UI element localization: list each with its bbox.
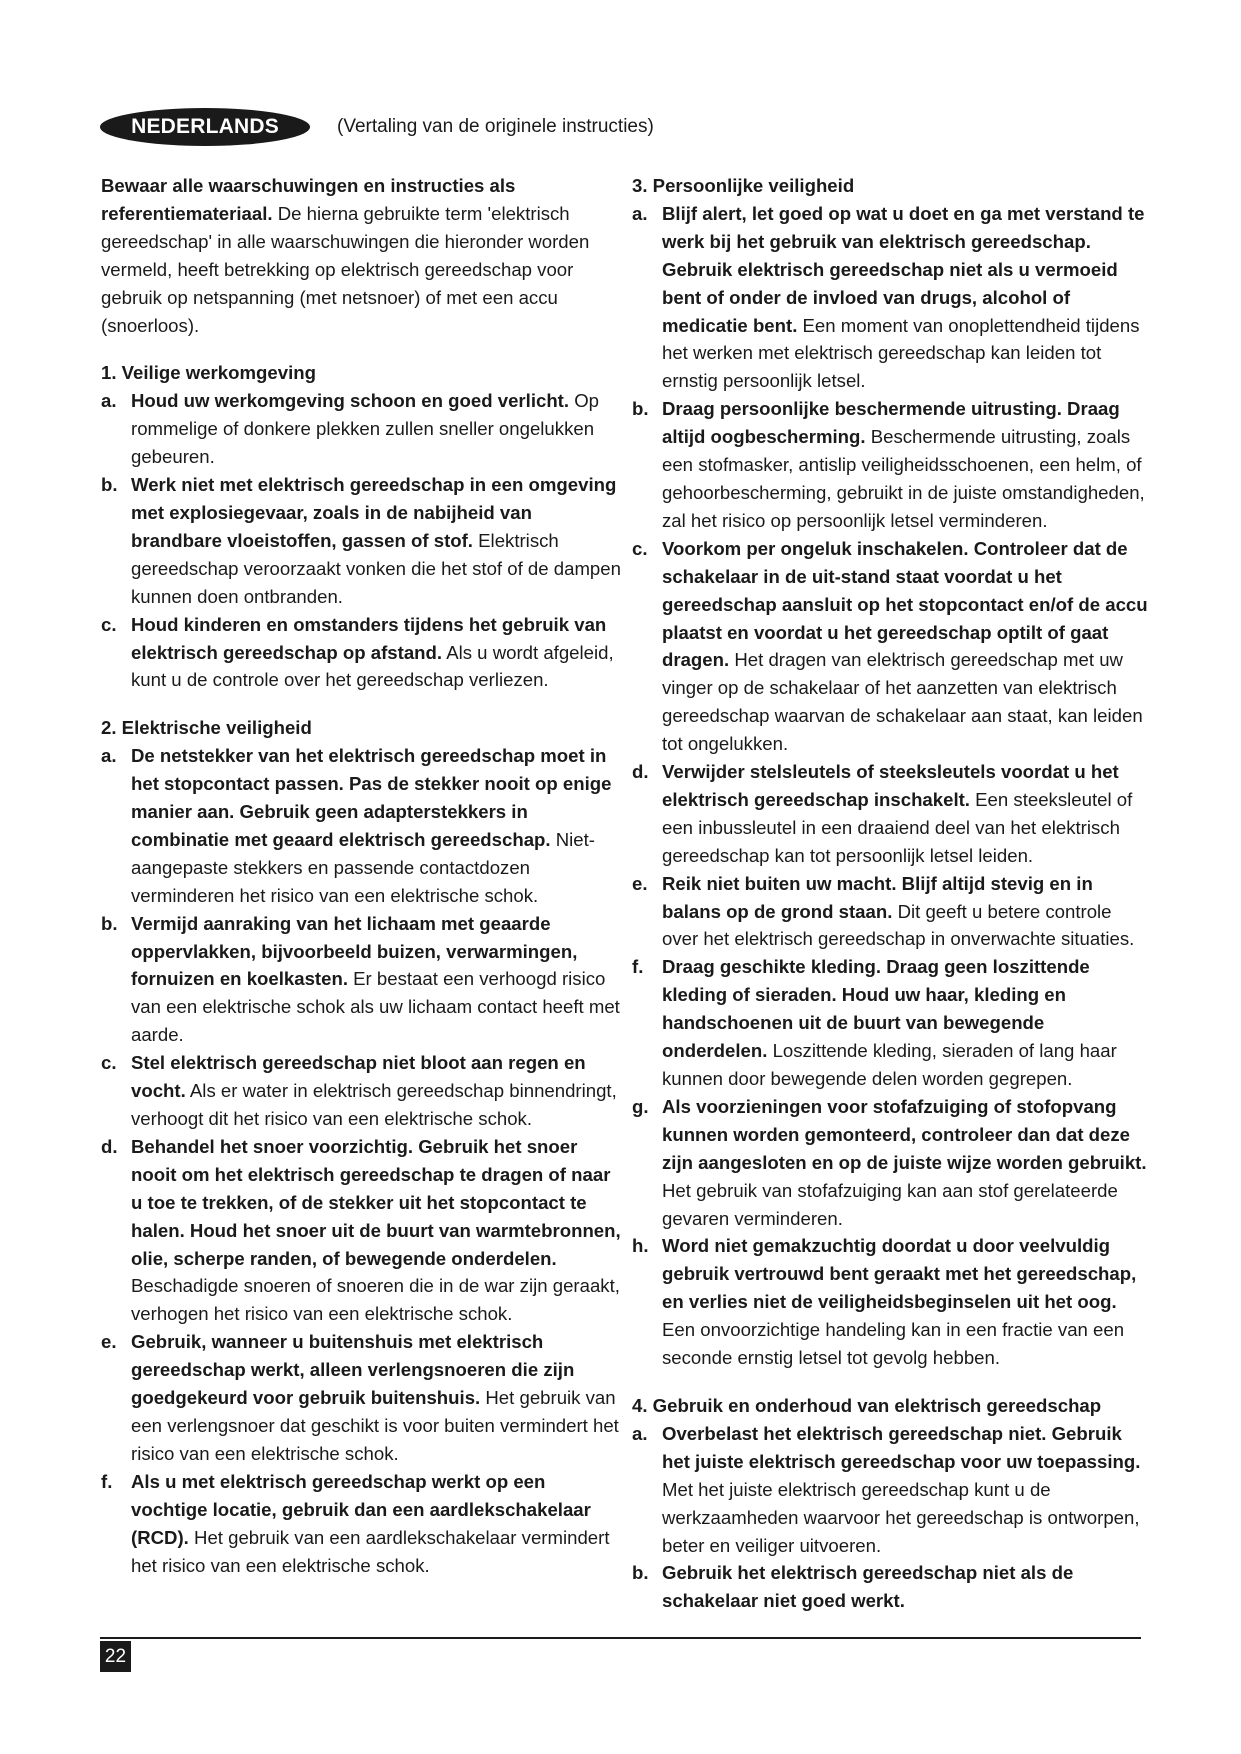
item-letter: g. (632, 1095, 649, 1117)
header-subtitle: (Vertaling van de originele instructies) (337, 116, 654, 137)
list-item (101, 1133, 621, 1328)
item-letter: c. (101, 1052, 117, 1074)
list-item (101, 1468, 621, 1580)
item-bold: Draag persoonlijke beschermende uitrusting. Draag altijd oogbescherming. (662, 398, 1120, 448)
item-bold: Voorkom per ongeluk inschakelen. Controleer dat de schakelaar in de uit-stand staat voordat u het gereedschap aansluit op het stopcontact en/of de accu plaatst en voordat u het gereedschap optilt of gaat dragen. (662, 537, 1148, 671)
item-letter: a. (101, 745, 117, 767)
item-bold: Werk niet met elektrisch gereedschap in een omgeving met explosiegevaar, zoals in de nabijheid van brandbare vloeistoffen, gassen of stof. (131, 474, 617, 551)
item-text: Met het juiste elektrisch gereedschap kunt u de werkzaamheden waarvoor het gereedschap is ontworpen, beter en veiliger uitvoeren. (662, 1478, 1140, 1556)
left-column (101, 172, 621, 1579)
item-bold: Gebruik, wanneer u buitenshuis met elektrisch gereedschap werkt, alleen verlengsnoeren die zijn goedgekeurd voor gebruik buitenshuis. (131, 1331, 575, 1409)
list-item (101, 471, 621, 611)
list-item (632, 395, 1152, 535)
section-title: 3. Persoonlijke veiligheid (632, 175, 855, 196)
footer-divider (100, 1637, 1141, 1639)
item-text: Beschadigde snoeren of snoeren die in de war zijn geraakt, verhogen het risico van een elektrische schok. (131, 1275, 620, 1325)
list-item (632, 870, 1152, 954)
item-text: Een moment van onoplettendheid tijdens het werken met elektrisch gereedschap kan leiden tot ernstig persoonlijk letsel. (662, 314, 1140, 392)
item-text: Het dragen van elektrisch gereedschap met uw vinger op de schakelaar of het aanzetten van elektrisch gereedschap waarvan de schakelaar aan staat, kan leiden tot ongelukken. (662, 649, 1143, 755)
intro-text: De hierna gebruikte term 'elektrisch gereedschap' in alle waarschuwingen die hieronder worden vermeld, heeft betrekking op elektrisch gereedschap voor gebruik op netspanning (met netsnoer) of met een accu (snoerloos). (101, 202, 590, 336)
item-bold: De netstekker van het elektrisch gereedschap moet in het stopcontact passen. Pas de stekker nooit op enige manier aan. Gebruik geen adapterstekkers in combinatie met geaard elektrisch gereedschap. (131, 745, 612, 850)
item-letter: a. (101, 390, 117, 412)
item-letter: b. (632, 1562, 649, 1584)
item-text: Het gebruik van een aardlekschakelaar vermindert het risico van een elektrische schok. (131, 1526, 610, 1576)
item-bold: Als voorzieningen voor stofafzuiging of stofopvang kunnen worden gemonteerd, controleer dan dat deze zijn aangesloten en op de juiste wijze worden gebruikt. (662, 1095, 1147, 1173)
item-letter: e. (632, 872, 648, 894)
item-text: Er bestaat een verhoogd risico van een elektrische schok als uw lichaam contact heeft met aarde. (131, 968, 620, 1046)
list-item (632, 200, 1152, 395)
item-bold: Als u met elektrisch gereedschap werkt op een vochtige locatie, gebruik dan een aardlekschakelaar (RCD). (131, 1470, 591, 1548)
item-letter: d. (632, 761, 649, 783)
item-bold: Word niet gemakzuchtig doordat u door veelvuldig gebruik vertrouwd bent geraakt met het gereedschap, en verlies niet de veiligheidsbeginselen uit het oog. (662, 1235, 1137, 1313)
item-text: Een onvoorzichtige handeling kan in een fractie van een seconde ernstig letsel tot gevolg hebben. (662, 1319, 1125, 1369)
item-bold: Vermijd aanraking van het lichaam met geaarde oppervlakken, bijvoorbeeld buizen, verwarmingen, fornuizen en koelkasten. (131, 912, 578, 990)
item-text: Dit geeft u betere controle over het elektrisch gereedschap in onverwachte situaties. (662, 900, 1135, 950)
item-letter: a. (632, 202, 648, 224)
item-letter: c. (632, 537, 648, 559)
item-bold: Houd kinderen en omstanders tijdens het gebruik van elektrisch gereedschap op afstand. (131, 613, 607, 663)
item-letter: c. (101, 613, 117, 635)
item-letter: b. (101, 912, 118, 934)
item-text: Niet-aangepaste stekkers en passende contactdozen verminderen het risico van een elektrische schok. (131, 828, 595, 906)
section-title: 4. Gebruik en onderhoud van elektrisch gereedschap (632, 1394, 1102, 1416)
item-text: Beschermende uitrusting, zoals een stofmasker, antislip veiligheidsschoenen, een helm, of gehoorbescherming, gebruikt in de juiste omstandigheden, zal het risico op persoonlijk letsel verminderen. (662, 426, 1145, 531)
item-bold: Verwijder stelsleutels of steeksleutels voordat u het elektrisch gereedschap inschakelt. (662, 761, 1119, 810)
item-text: Loszittende kleding, sieraden of lang haar kunnen door bewegende delen worden gegrepen. (662, 1040, 1117, 1089)
list-item (101, 742, 621, 909)
list-item (632, 1420, 1152, 1560)
item-letter: h. (632, 1235, 649, 1257)
item-bold: Overbelast het elektrisch gereedschap niet. Gebruik het juiste elektrisch gereedschap voor uw toepassing. (662, 1422, 1141, 1472)
item-bold: Draag geschikte kleding. Draag geen loszittende kleding of sieraden. Houd uw haar, kleding en handschoenen uit de buurt van bewegende onderdelen. (662, 956, 1090, 1062)
item-bold: Gebruik het elektrisch gereedschap niet als de schakelaar niet goed werkt. (662, 1562, 1074, 1612)
list-item (632, 1093, 1152, 1233)
list-item (632, 953, 1152, 1093)
item-letter: f. (101, 1470, 113, 1492)
list-item (101, 1049, 621, 1133)
list-item (101, 611, 621, 695)
item-text: Het gebruik van een verlengsnoer dat geschikt is voor buiten vermindert het risico van een elektrische schok. (131, 1387, 619, 1464)
list-item (632, 1232, 1152, 1372)
list-item (101, 1328, 621, 1468)
item-bold: Blijf alert, let goed op wat u doet en ga met verstand te werk bij het gebruik van elektrisch gereedschap. Gebruik elektrisch gereedschap niet als u vermoeid bent of onder de invloed van drugs, alcohol of medicatie bent. (662, 202, 1145, 336)
item-bold: Behandel het snoer voorzichtig. Gebruik het snoer nooit om het elektrisch gereedschap te dragen of naar u toe te trekken, of de stekker uit het stopcontact te halen. Houd het snoer uit de buurt van warmtebronnen, olie, scherpe randen, of bewegende onderdelen. (131, 1135, 621, 1269)
item-text: Op rommelige of donkere plekken zullen sneller ongelukken gebeuren. (131, 390, 600, 468)
list-item (632, 758, 1152, 870)
list-item (101, 910, 621, 1050)
item-letter: b. (632, 398, 649, 420)
item-letter: b. (101, 474, 118, 496)
list-item (632, 1559, 1152, 1615)
list-item (101, 387, 621, 471)
item-bold: Stel elektrisch gereedschap niet bloot aan regen en vocht. (131, 1052, 586, 1102)
item-text: Het gebruik van stofafzuiging kan aan stof gerelateerde gevaren verminderen. (662, 1179, 1118, 1229)
intro-bold: Bewaar alle waarschuwingen en instructies als referentiemateriaal. (101, 175, 516, 224)
item-letter: a. (632, 1422, 648, 1444)
right-column (632, 172, 1152, 1615)
language-badge: NEDERLANDS (100, 108, 310, 146)
item-letter: f. (632, 956, 644, 978)
item-bold: Houd uw werkomgeving schoon en goed verlicht. (131, 390, 570, 412)
item-text: Elektrisch gereedschap veroorzaakt vonken die het stof of de dampen kunnen doen ontbranden. (131, 529, 621, 607)
section-title: 1. Veilige werkomgeving (101, 362, 316, 384)
item-letter: d. (101, 1135, 118, 1157)
item-bold: Reik niet buiten uw macht. Blijf altijd stevig en in balans op de grond staan. (662, 872, 1093, 922)
section-title: 2. Elektrische veiligheid (101, 717, 312, 739)
list-item (632, 535, 1152, 758)
intro-paragraph (101, 172, 621, 339)
item-text: Als er water in elektrisch gereedschap binnendringt, verhoogt dit het risico van een elektrische schok. (131, 1080, 617, 1129)
page-number: 22 (100, 1641, 131, 1672)
item-text: Als u wordt afgeleid, kunt u de controle over het gereedschap verliezen. (131, 641, 614, 691)
page-header (100, 108, 860, 146)
item-text: Een steeksleutel of een inbussleutel in een draaiend deel van het elektrisch gereedschap kan tot persoonlijk letsel leiden. (662, 788, 1133, 866)
item-letter: e. (101, 1331, 117, 1353)
